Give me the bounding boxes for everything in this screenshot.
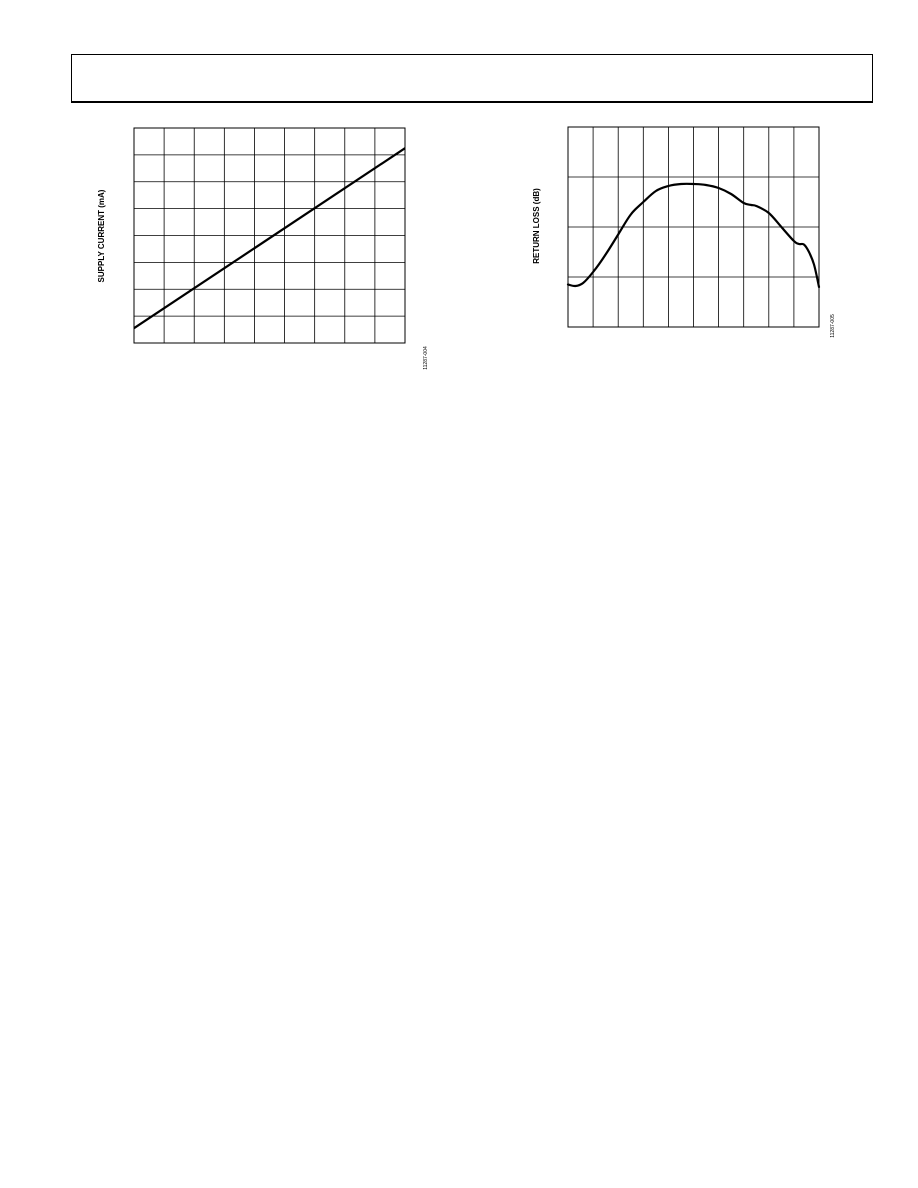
chart1-y-axis-label: SUPPLY CURRENT (mA) [97, 189, 106, 283]
chart2-figure-id: 11287-005 [830, 314, 836, 338]
chart2-y-axis-label: RETURN LOSS (dB) [532, 188, 541, 264]
chart1-figure-id: 11287-004 [423, 346, 429, 370]
